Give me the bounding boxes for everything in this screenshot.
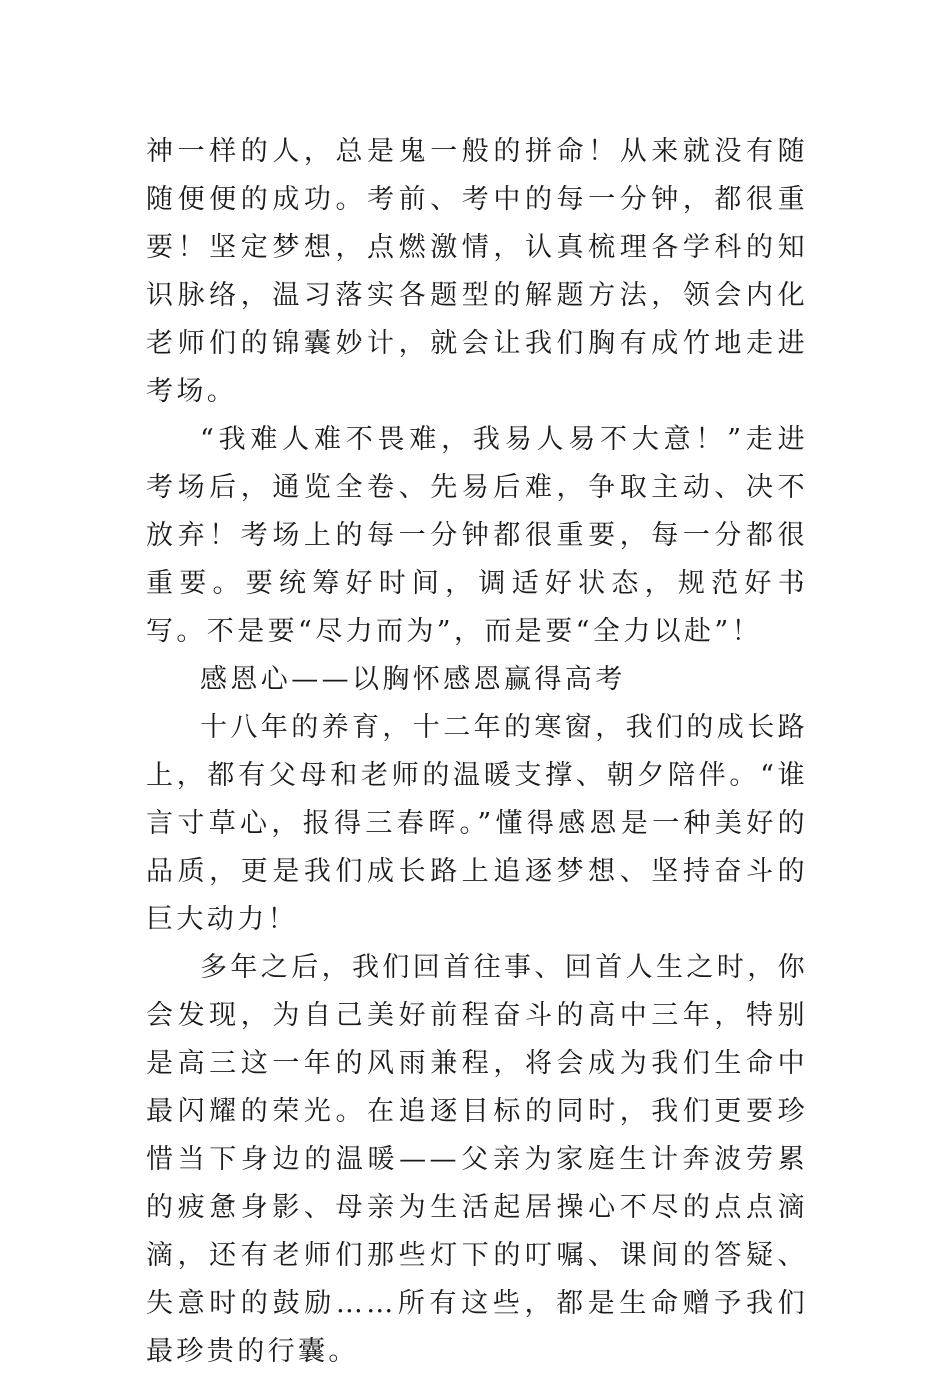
section-heading: 感恩心——以胸怀感恩赢得高考	[200, 664, 626, 695]
paragraph-4: 多年之后，我们回首往事、回首人生之时，你会发现，为自己美好前程奋斗的高中三年，特别是高三这一年的风雨兼程，将会成为我们生命中最闪耀的荣光。在追逐目标的同时，我们更要珍惜当下身边的温暖——父亲为家庭生计奔波劳累的疲惫身影、母亲为生活起居操心不尽的点点滴滴，还有老师们那些灯下的叮嘱、课间的答疑、失意时的鼓励……所有这些，都是生命赠予我们最珍贵的行囊。	[146, 952, 808, 1367]
document-body	[146, 128, 808, 1376]
paragraph-1: 神一样的人，总是鬼一般的拼命！从来就没有随随便便的成功。考前、考中的每一分钟，都很重要！坚定梦想，点燃激情，认真梳理各学科的知识脉络，温习落实各题型的解题方法，领会内化老师们的锦囊妙计，就会让我们胸有成竹地走进考场。	[146, 136, 808, 407]
paragraph-3: 十八年的养育，十二年的寒窗，我们的成长路上，都有父母和老师的温暖支撑、朝夕陪伴。“谁言寸草心，报得三春晖。”懂得感恩是一种美好的品质，更是我们成长路上追逐梦想、坚持奋斗的巨大动力！	[146, 712, 808, 935]
paragraph-2: “我难人难不畏难，我易人易不大意！”走进考场后，通览全卷、先易后难，争取主动、决不放弃！考场上的每一分钟都很重要，每一分都很重要。要统筹好时间，调适好状态，规范好书写。不是要“尽力而为”，而是要“全力以赴”！	[146, 424, 808, 647]
